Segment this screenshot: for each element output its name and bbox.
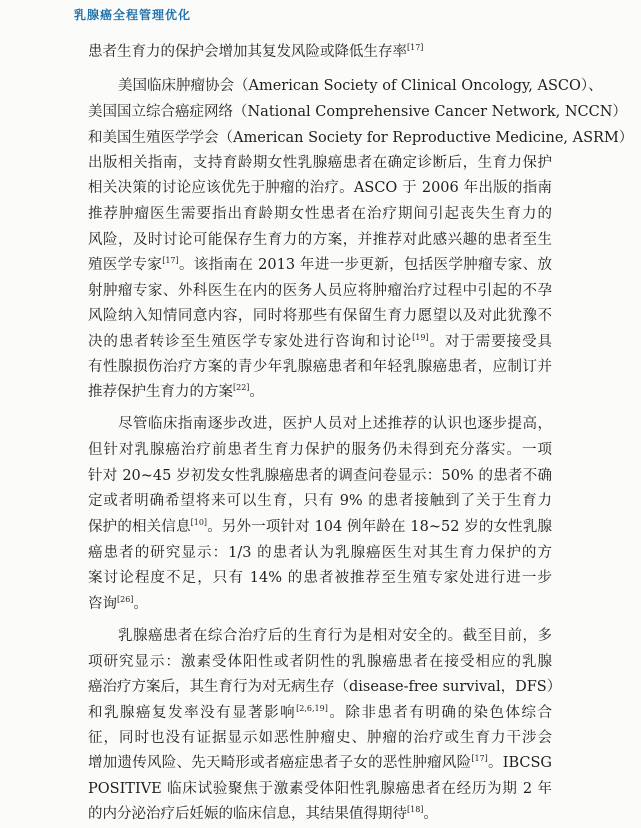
line-text: 推荐保护生育力的方案 [88,384,233,400]
text-line [88,779,552,799]
citation-superscript: [26] [117,595,134,604]
line-text: 殖医学专家 [88,257,163,273]
text-line [118,414,552,434]
citation-superscript: [10] [190,518,208,527]
text-line [88,382,552,402]
text-line [88,466,552,486]
line-text: 项研究显示：激素受体阳性或者阴性的乳腺癌患者在接受相应的乳腺 [88,654,552,670]
text-line [88,306,552,326]
line-text: 推荐肿瘤医生需要指出育龄期女性患者在治疗期间引起丧失生育力的 [88,206,552,222]
line-text-continued: 。 [133,596,148,612]
citation-superscript: [18] [407,805,424,814]
text-line [88,543,552,563]
line-text: 咨询 [88,596,117,612]
line-text: 美国临床肿瘤协会（American Society of Clinical Oncology, ASCO）、 [118,78,603,94]
text-line [88,332,552,352]
line-text: 和乳腺癌复发率没有显著影响 [88,705,297,721]
text-line [118,626,552,646]
line-text: 癌治疗方案后，其生育行为对无病生存（disease-free survival，DFS） [88,679,562,695]
line-text: 针对 20~45 岁初发女性乳腺癌患者的调查问卷显示：50% 的患者不确 [88,468,552,484]
line-text: 增加遗传风险、先天畸形或者癌症患者子女的恶性肿瘤风险 [88,755,472,771]
running-header: 乳腺癌全程管理优化 [74,8,192,22]
citation-superscript: [2,6,19] [296,704,328,713]
line-text: 癌患者的研究显示：1/3 的患者认为乳腺癌医生对其生育力保护的方 [88,545,552,561]
line-text-continued: 。除非患者有明确的染色体综合 [327,705,553,721]
line-text: 有性腺损伤治疗方案的青少年乳腺癌患者和年轻乳腺癌患者，应制订并 [88,359,552,375]
citation-superscript: [17] [407,43,424,52]
text-line [88,204,552,224]
line-text: 定或者明确希望将来可以生育，只有 9% 的患者接触到了关于生育力 [88,493,552,509]
citation-superscript: [17] [471,754,488,763]
line-text: 风险，及时讨论可能保存生育力的方案，并推荐对此感兴趣的患者至生 [88,232,552,248]
line-text: 征，同时也没有证据显示如恶性肿瘤史、肿瘤的治疗或生育力干涉会 [88,730,552,746]
line-text: 案讨论程度不足，只有 14% 的患者被推荐至生殖专家处进行进一步 [88,570,552,586]
text-line [88,594,552,614]
text-line [88,491,552,511]
line-text-continued: 。另外一项针对 104 例年龄在 18~52 岁的女性乳腺 [207,519,552,535]
line-text: 出版相关指南，支持育龄期女性乳腺癌患者在确定诊断后，生育力保护 [88,155,552,171]
line-text-continued: 。 [423,806,438,822]
text-line [88,677,562,697]
line-text: 的内分泌治疗后妊娠的临床信息，其结果值得期待 [88,806,407,822]
text-line [88,255,552,275]
line-text: 但针对乳腺癌治疗前患者生育力保护的服务仍未得到充分落实。一项 [88,442,552,458]
text-line [88,281,552,301]
line-text-continued: 。对于需要接受具 [428,334,553,350]
line-text-continued: 。该指南在 2013 年进一步更新，包括医学肿瘤专家、放 [178,257,552,273]
line-text-continued: 。IBCSG [487,755,552,771]
line-text: 相关决策的讨论应该优先于肿瘤的治疗。ASCO 于 2006 年出版的指南 [88,180,552,196]
line-text: 尽管临床指南逐步改进，医护人员对上述推荐的认识也逐步提高， [118,416,552,432]
line-text: 和美国生殖医学学会（American Society for Reproductive Medicine, ASRM） [88,130,634,146]
line-text: 射肿瘤专家、外科医生在内的医务人员应将肿瘤治疗过程中引起的不孕 [88,283,552,299]
citation-superscript: [22] [233,383,250,392]
text-line [88,42,552,62]
text-line [88,728,552,748]
line-text: POSITIVE 临床试验聚焦于激素受体阳性乳腺癌患者在经历为期 2 年 [88,781,552,797]
line-text: 保护的相关信息 [88,519,191,535]
text-line [88,517,552,537]
text-line [88,153,552,173]
text-line [88,753,552,773]
text-line [88,440,552,460]
line-text: 决的患者转诊至生殖医学专家处进行咨询和讨论 [88,334,413,350]
text-line [88,128,634,148]
line-text: 美国国立综合癌症网络（National Comprehensive Cancer Network, NCCN） [88,104,627,120]
line-text: 患者生育力的保护会增加其复发风险或降低生存率 [88,44,407,60]
text-line [88,652,552,672]
citation-superscript: [19] [412,333,429,342]
text-line [88,703,552,723]
text-line [88,568,552,588]
text-line [88,102,627,122]
line-text-continued: 。 [249,384,264,400]
text-line [88,230,552,250]
text-line [118,76,603,96]
line-text: 乳腺癌患者在综合治疗后的生育行为是相对安全的。截至目前，多 [118,628,552,644]
text-line [88,178,552,198]
line-text: 风险纳入知情同意内容，同时将那些有保留生育力愿望以及对此犹豫不 [88,308,552,324]
citation-superscript: [17] [162,256,179,265]
text-line [88,804,552,824]
text-line [88,357,552,377]
